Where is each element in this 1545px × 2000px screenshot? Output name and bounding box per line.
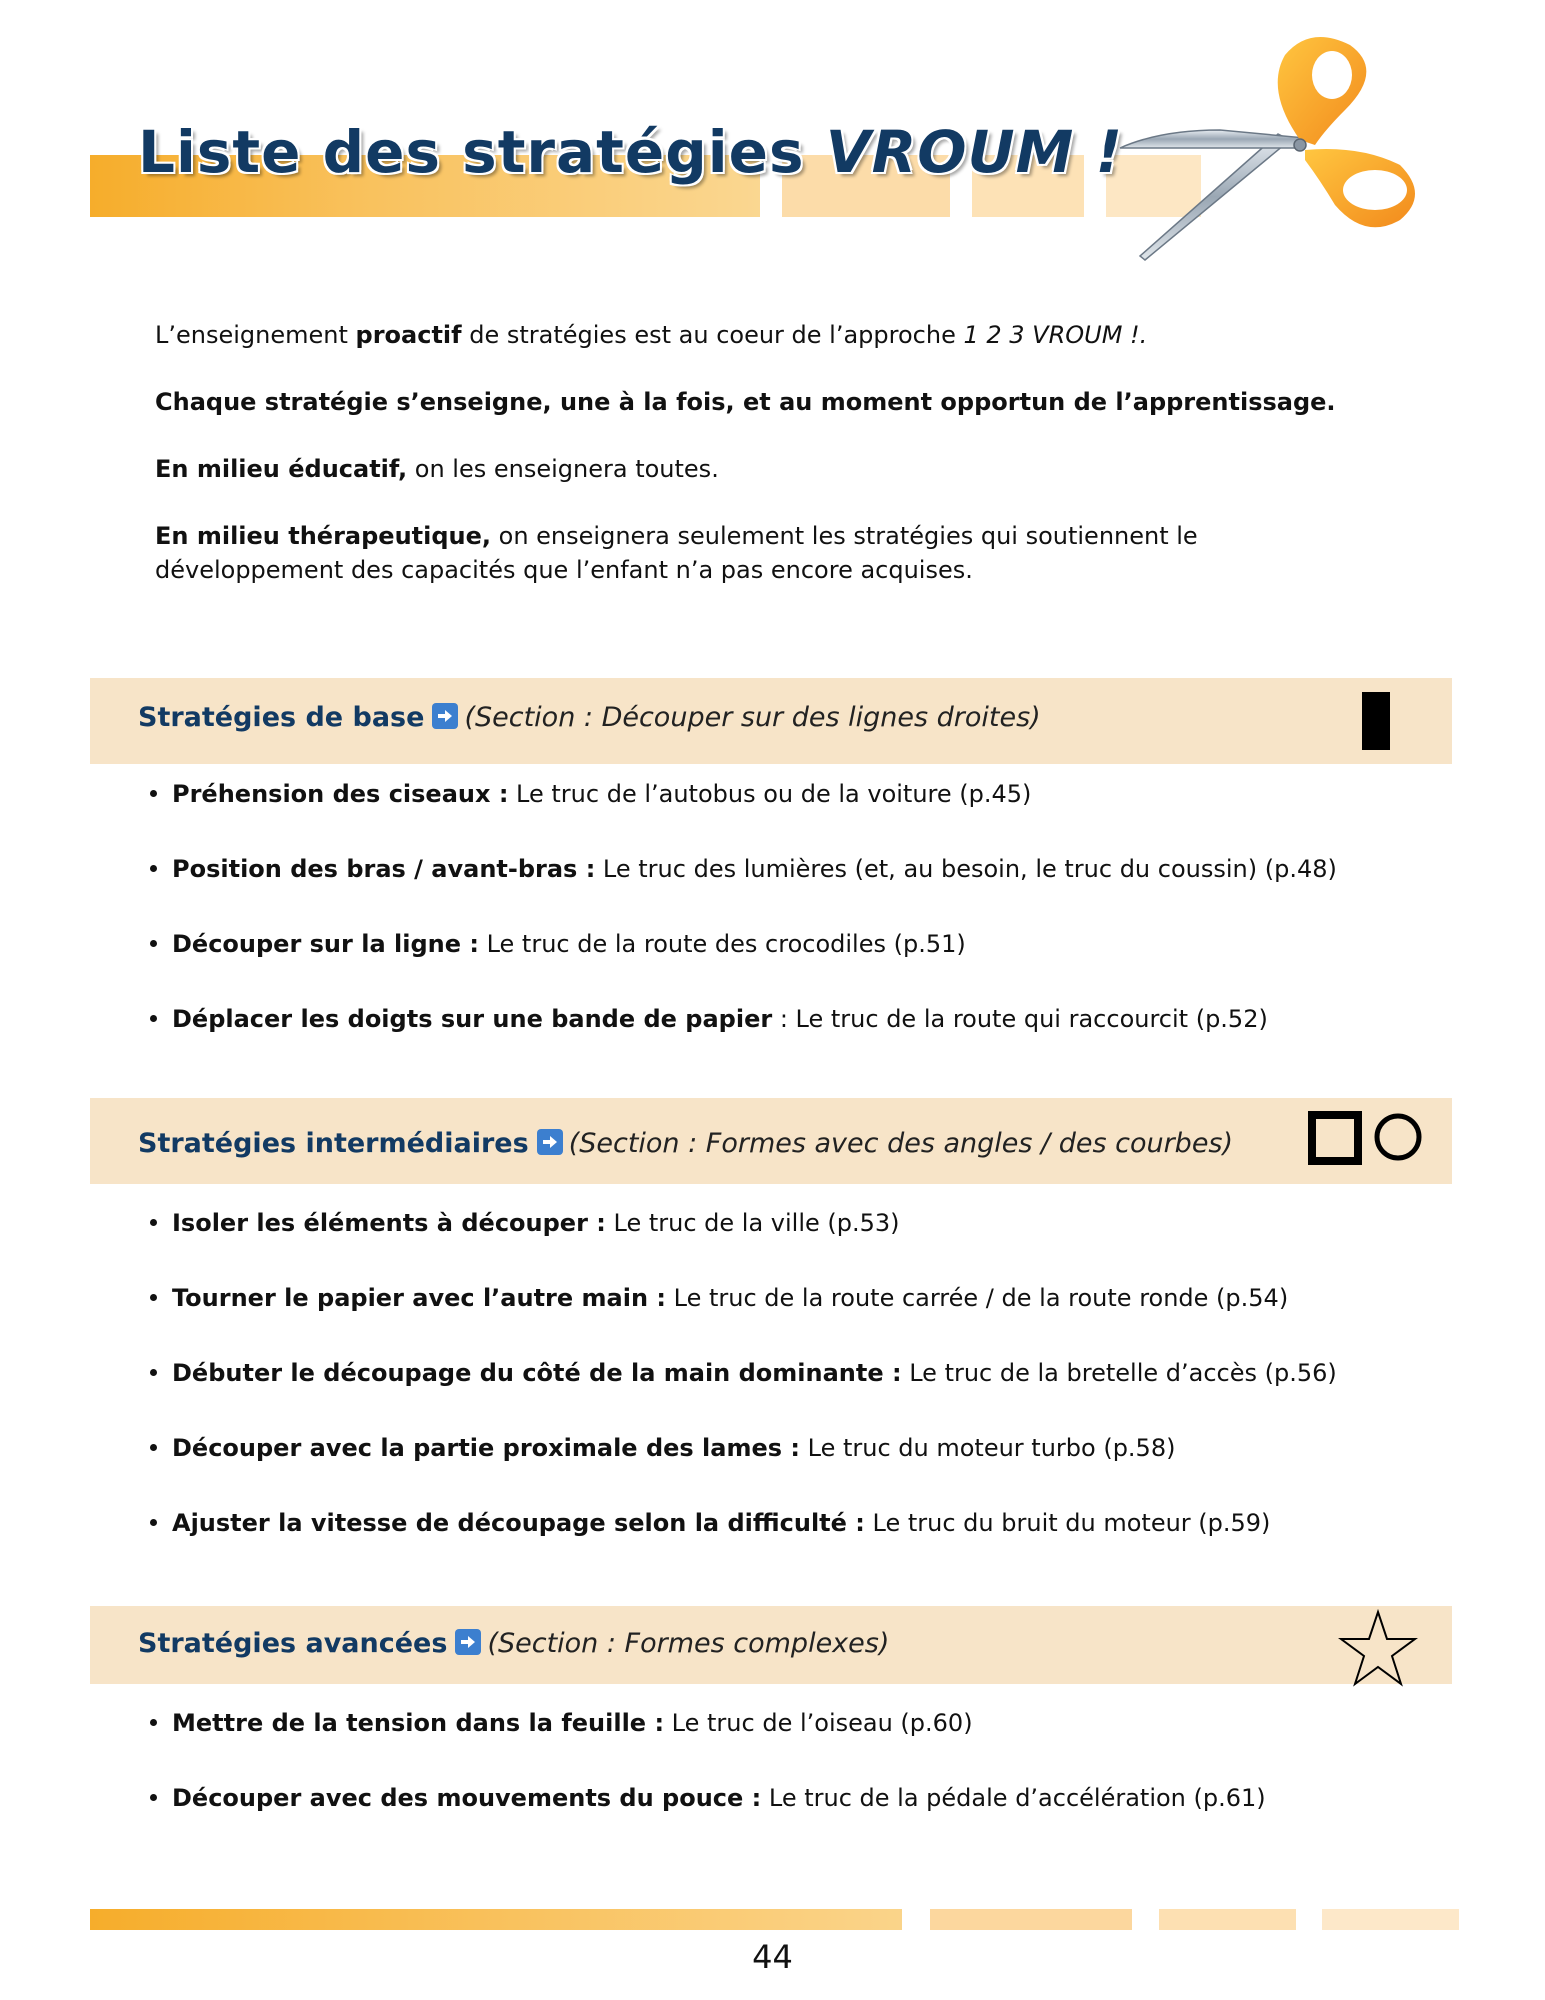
intro-paragraph: Chaque stratégie s’enseigne, une à la fois, et au moment opportun de l’apprentissage. — [155, 388, 1336, 416]
arrow-right-icon — [432, 703, 458, 729]
square-circle-icon — [1308, 1110, 1424, 1170]
arrow-right-icon — [537, 1129, 563, 1155]
list-item: Tourner le papier avec l’autre main : Le truc de la route carrée / de la route ronde (p.54) — [150, 1284, 1288, 1312]
section-header-base — [90, 678, 1452, 764]
list-item: Mettre de la tension dans la feuille : Le truc de l’oiseau (p.60) — [150, 1709, 973, 1737]
star-icon — [1338, 1608, 1418, 1688]
list-item: Découper avec la partie proximale des lames : Le truc du moteur turbo (p.58) — [150, 1434, 1175, 1462]
page-title: Liste des stratégies VROUM ! — [138, 118, 1124, 186]
footer-band-segment — [1322, 1909, 1459, 1930]
section-header-advanced — [90, 1606, 1452, 1684]
straight-line-icon — [1362, 692, 1390, 750]
intro-paragraph: En milieu thérapeutique, on enseignera seulement les stratégies qui soutiennent le développement des capacités que l’enfant n’a pas encore acquises. — [155, 522, 1198, 584]
intro-paragraph: L’enseignement proactif de stratégies est au coeur de l’approche 1 2 3 VROUM !. — [155, 321, 1148, 349]
footer-band-segment — [930, 1909, 1132, 1930]
list-item: Débuter le découpage du côté de la main dominante : Le truc de la bretelle d’accès (p.56) — [150, 1359, 1337, 1387]
section-header-intermediate — [90, 1098, 1452, 1184]
intro-paragraph: En milieu éducatif, on les enseignera toutes. — [155, 455, 719, 483]
section-title: Stratégies avancées (Section : Formes complexes) — [138, 1628, 890, 1659]
scissors-icon — [1100, 30, 1430, 270]
list-item: Déplacer les doigts sur une bande de papier : Le truc de la route qui raccourcit (p.52) — [150, 1005, 1268, 1033]
footer-band-segment — [1159, 1909, 1296, 1930]
list-item: Ajuster la vitesse de découpage selon la difficulté : Le truc du bruit du moteur (p.59) — [150, 1509, 1270, 1537]
intro-text — [155, 318, 1415, 620]
list-item: Préhension des ciseaux : Le truc de l’autobus ou de la voiture (p.45) — [150, 780, 1031, 808]
list-item: Découper avec des mouvements du pouce : Le truc de la pédale d’accélération (p.61) — [150, 1784, 1266, 1812]
arrow-right-icon — [455, 1629, 481, 1655]
list-item: Isoler les éléments à découper : Le truc de la ville (p.53) — [150, 1209, 900, 1237]
section-title: Stratégies de base (Section : Découper sur des lignes droites) — [138, 702, 1041, 733]
page-number: 44 — [752, 1938, 793, 1976]
list-item: Position des bras / avant-bras : Le truc des lumières (et, au besoin, le truc du coussin) (p.48) — [150, 855, 1337, 883]
section-title: Stratégies intermédiaires (Section : Formes avec des angles / des courbes) — [138, 1128, 1234, 1159]
list-item: Découper sur la ligne : Le truc de la route des crocodiles (p.51) — [150, 930, 966, 958]
footer-band-bar — [90, 1909, 902, 1930]
